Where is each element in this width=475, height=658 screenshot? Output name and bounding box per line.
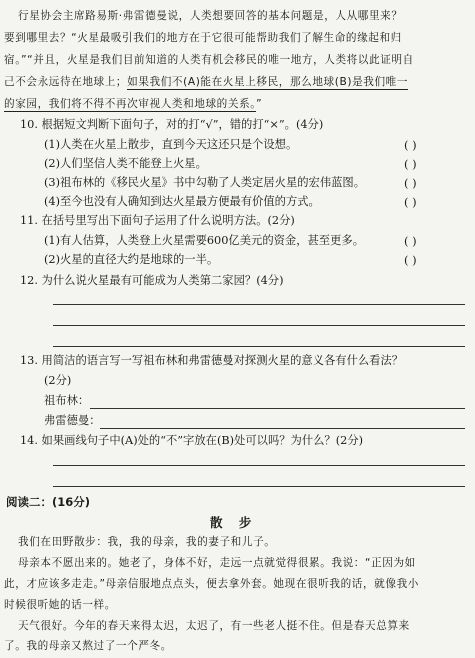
answer-blank[interactable]: ( ) <box>404 195 417 209</box>
question-13-score: (2分) <box>44 374 72 387</box>
answer-blank[interactable]: ( ) <box>404 176 417 190</box>
question-13: 13. 用简洁的语言写一写祖布林和弗雷德曼对探测火星的意义各有什么看法？ <box>20 354 404 367</box>
q10-item: (1)人类在火星上散步，直到今天这还只是个设想。 <box>44 138 298 151</box>
answer-line[interactable] <box>53 304 465 305</box>
underlined-sentence: 如果我们不(A)能在火星上移民，那么地球(B)是我们唯一 <box>127 76 409 88</box>
paragraph-line: 母亲本不愿出来的。她老了，身体不好，走远一点就觉得很累。我说：“正因为如 <box>18 557 416 569</box>
q10-item: (2)人们坚信人类不能登上火星。 <box>44 157 207 170</box>
answer-blank[interactable]: ( ) <box>404 138 417 152</box>
q11-item: (1)有人估算，人类登上火星需要600亿美元的资金，甚至更多。 <box>44 234 364 247</box>
section-heading: 阅读二：(16分) <box>6 495 91 509</box>
answer-line[interactable] <box>90 408 465 409</box>
answer-line[interactable] <box>53 346 465 347</box>
passage-text: ” <box>256 98 263 110</box>
label-zubrin: 祖布林： <box>44 394 90 407</box>
question-11: 11. 在括号里写出下面句子运用了什么说明方法。(2分) <box>20 214 295 227</box>
answer-blank[interactable]: ( ) <box>404 157 417 171</box>
article-title: 散 步 <box>210 515 258 530</box>
passage-line: 宿。”“并且，火星是我们目前知道的人类有机会移民的唯一地方，人类将以此证明自 <box>4 54 414 66</box>
passage-line: 行星协会主席路易斯·弗雷德曼说，人类想要回答的基本问题是，人从哪里来？ <box>18 10 403 22</box>
passage-text: 己不会永远待在地球上； <box>4 76 128 88</box>
answer-line[interactable] <box>53 465 465 466</box>
question-14: 14. 如果画线句子中(A)处的“不”字放在(B)处可以吗？为什么？(2分) <box>20 434 364 447</box>
passage-line <box>4 96 262 112</box>
paragraph-line: 此，才应该多走走。”母亲信服地点点头，便去拿外套。她现在很听我的话，就像我小 <box>4 578 419 590</box>
answer-line[interactable] <box>53 325 465 326</box>
answer-blank[interactable]: ( ) <box>404 253 417 267</box>
paragraph-line: 天气很好。今年的春天来得太迟，太迟了，有一些老人挺不住。但是春天总算来 <box>18 620 410 632</box>
answer-line[interactable] <box>53 486 465 487</box>
q10-item: (4)至今也没有人确知到达火星最方便最有价值的方式。 <box>44 195 320 208</box>
label-friedman: 弗雷德曼： <box>44 414 101 427</box>
paragraph-line: 了。我的母亲又熬过了一个严冬。 <box>4 640 172 652</box>
passage-line: 要到哪里去？“火星最吸引我们的地方在于它很可能帮助我们了解生命的缘起和归 <box>4 32 402 44</box>
answer-blank[interactable]: ( ) <box>404 234 417 248</box>
question-10: 10. 根据短文判断下面句子，对的打“√”，错的打“×”。(4分) <box>20 118 324 131</box>
paragraph-line: 时候很听她的话一样。 <box>4 599 116 611</box>
question-12: 12. 为什么说火星最有可能成为人类第二家园？(4分) <box>20 274 284 287</box>
underlined-sentence: 的家园，我们将不得不再次审视人类和地球的关系。 <box>4 98 257 110</box>
paragraph-line: 我们在田野散步：我，我的母亲，我的妻子和儿子。 <box>18 536 276 548</box>
q11-item: (2)火星的直径大约是地球的一半。 <box>44 253 219 266</box>
passage-line <box>4 74 408 90</box>
answer-line[interactable] <box>100 428 465 429</box>
q10-item: (3)祖布林的《移民火星》书中勾勒了人类定居火星的宏伟蓝图。 <box>44 176 366 189</box>
